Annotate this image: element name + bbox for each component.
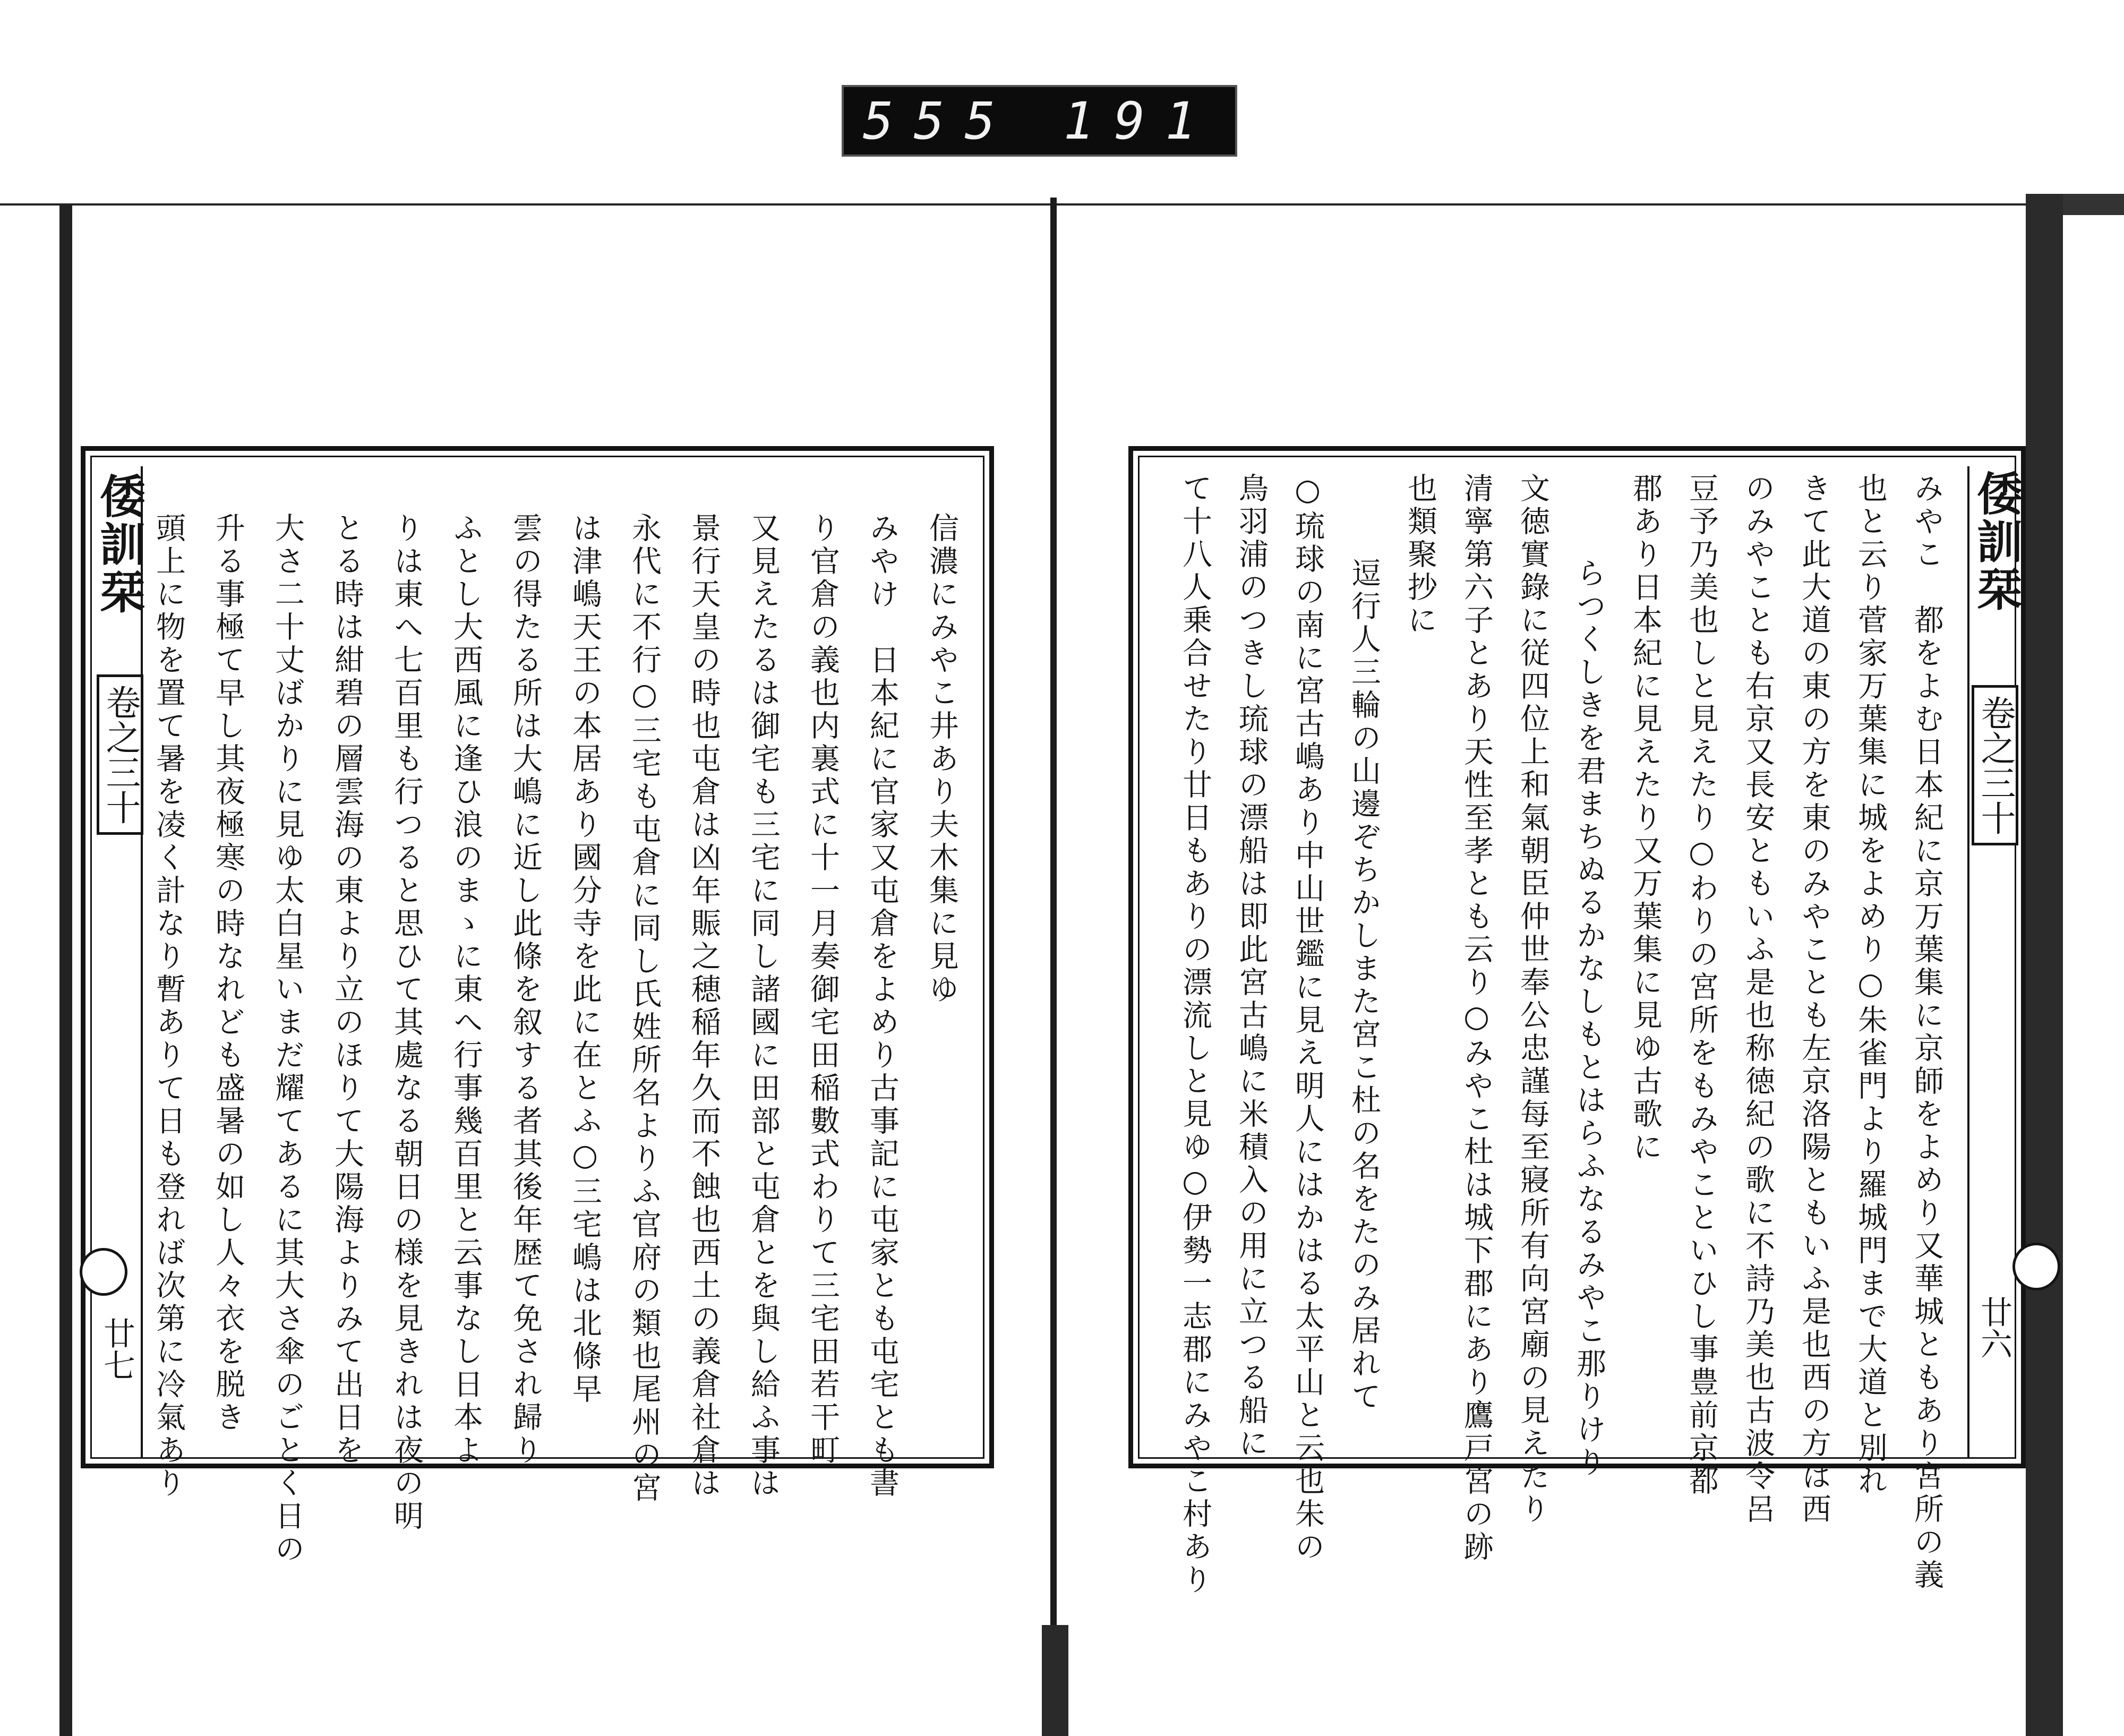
right-page-book-title: 倭訓栞 — [1969, 470, 2023, 613]
right-text-column: 也と云り菅家万葉集に城をよめり○朱雀門より羅城門まで大道と別れ — [1853, 473, 1888, 1498]
right-cover-edge — [2063, 194, 2124, 215]
right-text-column: 豆予乃美也しと見えたり○わりの宮所をもみやこといひし事豊前京都 — [1684, 473, 1719, 1498]
film-label-right-number: 191 — [1063, 91, 1216, 151]
right-text-column: みやこ 都をよむ日本紀に京万葉集に京師をよめり又華城ともあり宮所の義 — [1909, 473, 1944, 1592]
right-text-column: 清寧第六子とあり天性至孝とも云り○みやこ杜は城下郡にあり鷹戸宮の跡 — [1459, 473, 1494, 1564]
book-top-edge — [0, 203, 2124, 206]
right-page-volume-label: 卷之三十 — [1972, 685, 2018, 845]
left-page-volume-label: 卷之三十 — [97, 674, 143, 835]
right-text-column: 也類聚抄に — [1403, 473, 1437, 637]
left-page-book-title: 倭訓栞 — [92, 473, 145, 616]
right-text-column: らつくしきを君まちぬるかなしもとはらふなるみやこ那りけり — [1572, 558, 1606, 1480]
left-text-column: 永代に不行○三宅も屯倉に同し氏姓所名よりふ官府の類也尾州の宮 — [627, 512, 662, 1505]
right-text-column: のみやことも右京又長安ともいふ是也称徳紀の歌に不詩乃美也古波令呂 — [1741, 473, 1775, 1526]
left-text-column: りは東へ七百里も行つると思ひて其處なる朝日の様を見きれは夜の明 — [389, 512, 424, 1533]
left-text-column: 又見えたるは御宅も三宅に同し諸國に田部と屯倉とを與し給ふ事は — [746, 512, 781, 1500]
spine-binding — [1042, 1625, 1068, 1736]
right-page-number: 廿六 — [1975, 1296, 2012, 1359]
right-page-fold-mark — [2012, 1243, 2060, 1290]
book-spine — [1050, 198, 1057, 1736]
left-text-column: 頭上に物を置て暑を凌く計なり暫ありて日も登れば次第に冷氣あり — [151, 512, 186, 1500]
right-text-column: ○琉球の南に宮古嶋あり中山世鑑に見え明人にはかはる太平山と云也朱の — [1290, 473, 1325, 1564]
left-text-column: みやけ 日本紀に官家又屯倉をよめり古事記に屯家とも屯宅とも書 — [865, 512, 900, 1500]
left-page-edge — [59, 203, 72, 1736]
left-text-column: ふとし大西風に逢ひ浪のまゝに東へ行事幾百里と云事なし日本よ — [449, 512, 483, 1467]
left-page-number: 廿七 — [98, 1317, 135, 1381]
left-page-fold-mark — [80, 1248, 127, 1296]
right-text-column: 文徳實錄に従四位上和氣朝臣仲世奉公忠謹每至寢所有向宮廟の見えたり — [1515, 473, 1550, 1526]
left-text-column: 雲の得たる所は大嶋に近し此條を叙する者其後年歴て免され歸り — [508, 512, 543, 1467]
microfilm-label — [842, 85, 1237, 157]
right-text-column: 逗行人三輪の山邊ぞちかしまた宮こ杜の名をたのみ居れて — [1347, 558, 1381, 1414]
left-text-column: とる時は紺碧の層雲海の東より立のほりて大陽海よりみて出日を — [330, 512, 364, 1467]
right-text-column: きて此大道の東の方を東のみやことも左京洛陽ともいふ是也西の方は西 — [1797, 473, 1831, 1526]
left-text-column: 信濃にみやこ井あり夫木集に見ゆ — [924, 512, 959, 1006]
left-text-column: 大さ二十丈ばかりに見ゆ太白星いまだ耀てあるに其大さ傘のごとく日の — [270, 512, 305, 1566]
left-text-column: 景行天皇の時也屯倉は凶年賑之穂稲年久而不蝕也西土の義倉社倉は — [687, 512, 721, 1500]
right-text-column: 郡あり日本紀に見えたり又万葉集に見ゆ古歌に — [1628, 473, 1663, 1164]
left-text-column: は津嶋天王の本居あり國分寺を此に在とふ○三宅嶋は北條早 — [568, 512, 602, 1406]
right-text-column: て十八人乗合せたり廿日もありの漂流しと見ゆ○伊勢一志郡にみやこ村あり — [1178, 473, 1212, 1597]
right-text-column: 鳥羽浦のつきし琉球の漂船は即此宮古嶋に米積入の用に立つる船に — [1234, 473, 1269, 1460]
film-label-left-number: 555 — [863, 91, 1016, 151]
left-text-column: 升る事極て早し其夜極寒の時なれども盛暑の如し人々衣を脱き — [211, 512, 245, 1434]
right-page-edge — [2026, 194, 2063, 1736]
left-text-column: り官倉の義也内裏式に十一月奏御宅田稲數式わりて三宅田若干町 — [806, 512, 840, 1467]
